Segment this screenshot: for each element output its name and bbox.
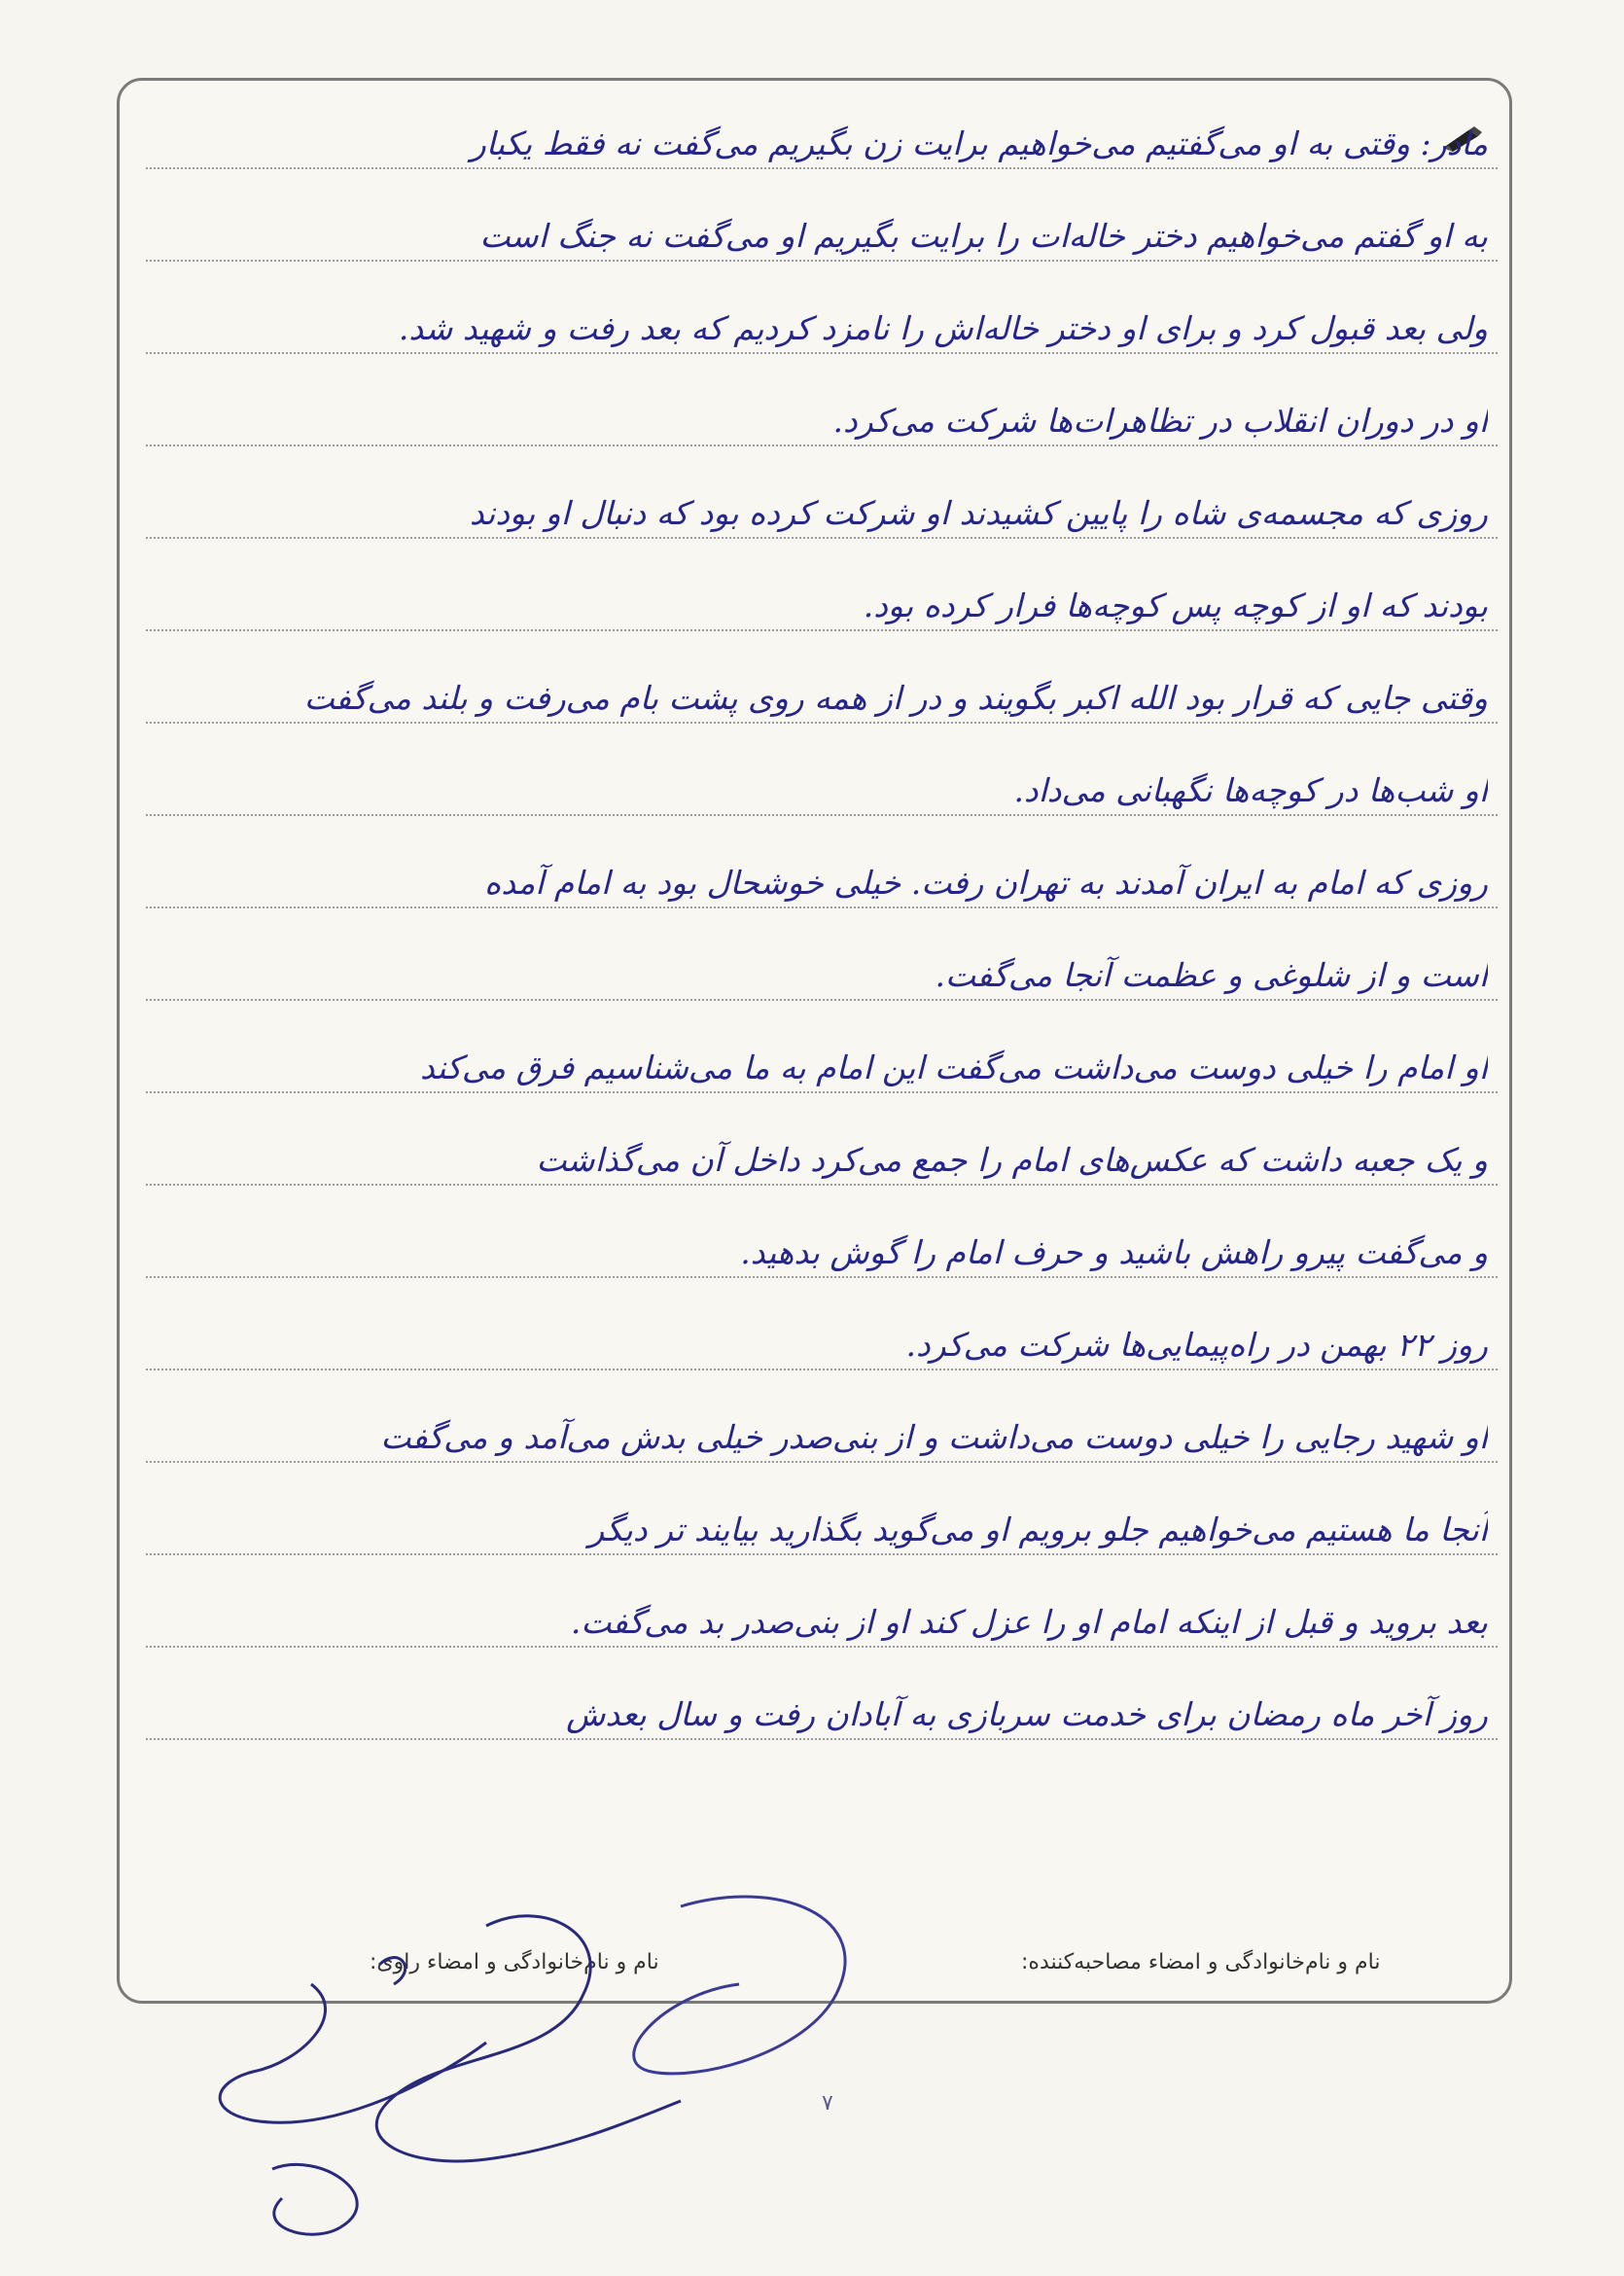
handwritten-line: بعد بروید و قبل از اینکه امام او را عزل کند او از بنی‌صدر بد می‌گفت. xyxy=(570,1603,1488,1641)
handwritten-line: او شهید رجایی را خیلی دوست می‌داشت و از بنی‌صدر خیلی بدش می‌آمد و می‌گفت xyxy=(380,1418,1488,1456)
handwritten-line: روزی که مجسمه‌ی شاه را پایین کشیدند او شرکت کرده بود که دنبال او بودند xyxy=(469,494,1488,532)
handwritten-line: روز ۲۲ بهمن در راه‌پیمایی‌ها شرکت می‌کرد. xyxy=(905,1326,1488,1364)
signature xyxy=(194,1877,972,2266)
handwritten-line: او امام را خیلی دوست می‌داشت می‌گفت این امام به ما می‌شناسیم فرق می‌کند xyxy=(419,1049,1488,1086)
handwritten-line: وقتی جایی که قرار بود الله اکبر بگویند و در از همه روی پشت بام می‌رفت و بلند می‌گفت xyxy=(303,679,1488,717)
handwritten-line: است و از شلوغی و عظمت آنجا می‌گفت. xyxy=(935,956,1488,994)
handwritten-line: روزی که امام به ایران آمدند به تهران رفت. خیلی خوشحال بود به امام آمده xyxy=(483,864,1488,902)
handwritten-line: به او گفتم می‌خواهیم دختر خاله‌ات را برایت بگیریم او می‌گفت نه جنگ است xyxy=(479,217,1488,255)
handwritten-line: روز آخر ماه رمضان برای خدمت سربازی به آبادان رفت و سال بعدش xyxy=(566,1695,1488,1733)
handwritten-line: او در دوران انقلاب در تظاهرات‌ها شرکت می‌کرد. xyxy=(832,402,1488,440)
handwritten-line: مادر: وقتی به او می‌گفتیم می‌خواهیم برایت زن بگیریم می‌گفت نه فقط یکبار xyxy=(470,124,1488,162)
handwritten-line: و یک جعبه داشت که عکس‌های امام را جمع می‌کرد داخل آن می‌گذاشت xyxy=(536,1141,1488,1179)
handwritten-line: و می‌گفت پیرو راهش باشید و حرف امام را گوش بدهید. xyxy=(740,1233,1488,1271)
page-number: ۷ xyxy=(822,2091,833,2116)
handwritten-line: او شب‌ها در کوچه‌ها نگهبانی می‌داد. xyxy=(1013,771,1488,809)
handwritten-line: ولی بعد قبول کرد و برای او دختر خاله‌اش را نامزد کردیم که بعد رفت و شهید شد. xyxy=(398,309,1488,347)
handwritten-line: آنجا ما هستیم می‌خواهیم جلو برویم او می‌گوید بگذارید بیایند تر دیگر xyxy=(588,1511,1488,1548)
handwritten-line: بودند که او از کوچه پس کوچه‌ها فرار کرده بود. xyxy=(863,587,1488,624)
narrator-signature-label: نام و نام‌خانوادگی و امضاء راوی: xyxy=(370,1950,659,1974)
interviewer-signature-label: نام و نام‌خانوادگی و امضاء مصاحبه‌کننده: xyxy=(1021,1950,1381,1974)
